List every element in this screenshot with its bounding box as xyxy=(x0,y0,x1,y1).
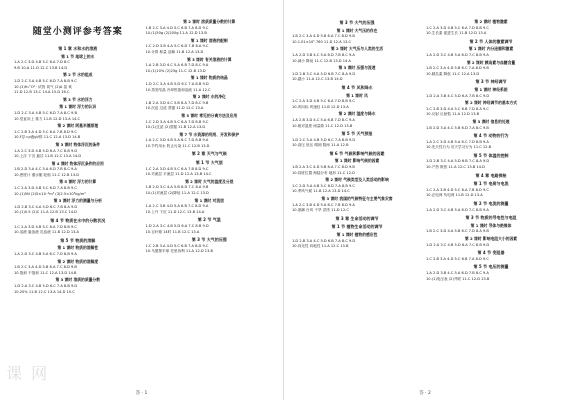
answer-line: 1.A 2.C 3.B 4.D 5.A 6.C 7.B 8.D 9.A xyxy=(292,202,355,207)
answer-line: 10.饱和 不饱和 11.C 12.A 13.D 14.B xyxy=(14,270,77,275)
answer-line: 10.马德堡半球 托里拆利 11.A 12.D 13.B xyxy=(145,249,213,254)
answer-line: 1.B 2.C 3.A 4.D 5.B 6.C 7.A 8.D 9.B xyxy=(426,66,489,71)
section-heading: 第 3 节 物质的导电性与电阻 xyxy=(465,215,517,221)
answer-line: 10.相对湿度 雨量筒 11.C 12.D 13.B xyxy=(292,123,353,128)
section-heading: 第 3 节 神经调节 xyxy=(475,79,507,85)
answer-line: 10.(1)50g (2)200g 11.A 12.D 13.B xyxy=(145,31,207,36)
answer-line: 1.A 2.D 3.C 4.B 5.A 6.D 7.C 8.B 9.A xyxy=(426,207,489,212)
answer-line: 10.纬度位置 海陆分布 地形 11.C 12.D xyxy=(292,170,355,175)
lesson-heading: 第 2 课时 影响电阻大小的因素 xyxy=(464,236,518,241)
right-page-column-1 xyxy=(292,18,422,386)
answer-line: 1.B 2.D 3.A 4.C 5.A 6.D 7.B 8.C 9.A xyxy=(14,167,77,172)
section-heading: 第 4 节 变阻器 xyxy=(477,250,505,256)
answer-line: 1.D 2.A 3.B 4.C 5.D 6.A 7.B 8.C 9.D xyxy=(426,93,490,98)
section-heading: 第 5 节 体温的控制 xyxy=(473,152,509,158)
answer-line: 10.对流层 平流层 11.D 12.A 13.B 14.C xyxy=(145,172,212,177)
answer-line: 1.A 2.D 3.C 4.B 5.A 6.C 7.D 8.B 9.A xyxy=(14,252,77,256)
lesson-heading: 第 1 课时 物质的溶解性 xyxy=(57,245,99,251)
lesson-heading: 第 1 课时 内分泌腺和激素 xyxy=(468,46,514,52)
answer-line: 10.产热 散热 11.A 12.C 13.B 14.D xyxy=(426,165,485,170)
section-heading: 第 2 节 气温 xyxy=(197,217,221,223)
answer-line: 1.C 2.A 3.D 4.B 5.C 6.A 7.D 8.B 9.C xyxy=(426,25,489,30)
answer-line: 1.D 2.B 3.C 4.A 5.D 6.B 7.C 8.A 9.D xyxy=(292,71,356,76)
answer-line: 1.A 2.C 3.B 4.D 5.A 6.B 7.C 8.D 9.A xyxy=(145,204,209,209)
answer-line: 10.风向标 风速仪 11.B 12.D 13.A xyxy=(292,104,349,109)
answer-line: 1.C 2.B 3.A 4.D 5.C 6.B 7.A 8.D 9.C xyxy=(145,243,209,248)
answer-line: 1.B 2.D 3.C 4.A 5.B 6.D 7.C 8.A 9.B xyxy=(145,185,209,190)
answer-line: 1.A 2.D 3.B 4.C 5.A 6.D 7.B 8.C 9.A xyxy=(426,270,489,275)
answer-line: 1.A 2.C 3.D 4.B 5.A 6.C 7.D 8.B 9.A xyxy=(145,138,209,143)
answer-line: 10.沉淀 过滤 蒸馏 11.D 12.C 13.A xyxy=(145,106,204,111)
answer-line: 1.C 2.B 3.A 4.D 5.C 6.B 7.A 8.D 9.C xyxy=(426,256,489,261)
section-heading: 第 5 节 天气预报 xyxy=(341,131,373,137)
answer-line: 1.A 2.D 3.C 4.B 5.A 6.D 7.C 8.B 9.A xyxy=(426,52,489,57)
answer-line: 1.B 2.A 3.C 4.D 5.B 6.A 7.C 8.D 9.B xyxy=(292,165,355,170)
answer-line: 1.A 2.C 3.D 4.B 5.A 6.C 7.D 8.B 9.A xyxy=(426,139,489,144)
section-heading: 第 5 节 物质的溶解 xyxy=(60,237,96,243)
page-number-left: 答 · 1 xyxy=(135,391,148,396)
page-number-right: 答 · 2 xyxy=(419,391,431,396)
answer-line: 10.竖直向上 重力 11.B 12.D 13.A 14.C xyxy=(14,116,81,121)
lesson-heading: 第 3 课时 有关溶液的计算 xyxy=(186,56,232,62)
lesson-heading: 第 1 课时 溶液的配制 xyxy=(190,37,228,43)
answer-line: 1.D 2.B 3.C 4.A 5.D 6.C 7.B 8.A 9.D xyxy=(14,204,78,209)
answer-line: 10.胰岛素 降低 11.C 12.A 13.D xyxy=(426,71,480,76)
answer-line: 1.D 2.B 3.C 4.A 5.D 6.B 7.C 8.A 9.D xyxy=(426,159,490,164)
answer-line: 1.D 2.A 3.C 4.B 5.D 6.A 7.C 8.B 9.D xyxy=(145,224,209,228)
lesson-heading: 第 2 课时 水的净化 xyxy=(192,94,226,100)
section-heading: 第 6 节 气候和影响气候的因素 xyxy=(329,150,385,156)
lesson-heading: 第 1 课时 浮力的认识 xyxy=(59,104,97,110)
answer-line: 10.(1)过滤 (2)蒸馏 11.B 12.A 13.D xyxy=(145,125,206,130)
answer-line: 1.D 2.C 3.A 4.B 5.C 6.D 7.A 8.C 9.B xyxy=(14,110,77,115)
answer-line: 1.C 2.A 3.D 4.B 5.C 6.D 7.A 8.B 9.C xyxy=(14,186,77,191)
answer-line: 10.(1)对流层 (2)降低 11.A 12.C 13.D xyxy=(145,191,209,196)
lesson-heading: 第 3 课时 常见的分离方法及应用 xyxy=(181,112,238,118)
answer-line: 1.C 2.D 3.B 4.A 5.C 6.D 7.B 8.A 9.C xyxy=(145,44,209,49)
answer-line: 1.B 2.C 3.A 4.D 5.B 6.A 7.C 8.D 9.B xyxy=(14,265,77,270)
answer-line: 1.A 2.B 3.D 4.C 5.A 6.B 7.D 8.C 9.A xyxy=(292,117,355,122)
section-heading: 第 3 节 大气的压强 xyxy=(339,20,375,25)
section-heading: 第 3 章 生命活动的调节 xyxy=(335,215,379,221)
answer-line: 1.C 2.A 3.D 4.B 5.C 6.A 7.D 8.B 9.C xyxy=(292,99,355,104)
lesson-heading: 第 1 课时 神经系统 xyxy=(474,86,508,92)
lesson-heading: 第 1 课时 大气压的存在 xyxy=(336,27,378,33)
answer-line: 10.向光性 向地性 11.A 12.C 13.B xyxy=(292,244,349,249)
answer-line: 1.C 2.D 3.A 4.B 5.C 6.D 7.A 8.B 9.C xyxy=(292,183,355,188)
section-heading: 第 3 节 大气的压强 xyxy=(191,237,227,243)
section-heading: 第 2 章 天气与气候 xyxy=(191,151,227,157)
answer-line: 10.反射 反射弧 11.A 12.D 13.B xyxy=(426,112,480,117)
answer-line: 1.C 2.A 3.D 4.B 5.C 6.A 7.B 8.D 9.C xyxy=(145,166,209,171)
section-heading: 第 4 节 物质在水中的分散状况 xyxy=(50,218,106,224)
answer-line: 11.D 12.B 13.C 14.A 15.D 16.C xyxy=(14,90,70,95)
answer-line: 1.B 2.C 3.A 4.D 5.C 6.B 7.A 8.D 9.C xyxy=(145,25,209,30)
answer-line: 1.C 2.B 3.D 4.A 5.C 6.B 7.D 8.A 9.C xyxy=(426,106,489,111)
section-heading: 第 2 节 人体的激素调节 xyxy=(469,38,513,44)
lesson-heading: 第 3 节 水的浮力 xyxy=(63,96,93,102)
answer-line: 1.D 2.C 3.A 4.B 5.D 6.C 7.A 8.B 9.D xyxy=(145,81,209,86)
answer-line: 1.B 2.C 3.D 4.A 5.B 6.C 7.D 8.A 9.B xyxy=(426,229,489,234)
answer-line: 1.D 2.B 3.A 4.C 5.D 6.B 7.A 8.C 9.D xyxy=(292,238,356,243)
answer-line: 1.A 2.C 3.D 4.B 5.D 6.A 7.C 8.B 9.D xyxy=(14,148,78,153)
answer-line: 10.F浮=ρ液gV排 11.C 12.A 13.D 14.B xyxy=(14,135,81,140)
lesson-heading: 第 2 课时 湿度与降水 xyxy=(338,111,376,117)
answer-line: 10.百叶箱 14时 11.B 12.C 13.A xyxy=(145,229,200,234)
lesson-heading: 第 3 课时 物体浮沉的条件 xyxy=(55,141,101,147)
answer-line: 10.减小 降低 11.C 12.B 13.D 14.A xyxy=(292,58,351,63)
answer-line: 9.B 10.A 11.D 12.C 13.B 14.D xyxy=(14,65,68,70)
lesson-heading: 第 1 课时 对流层 xyxy=(194,197,224,203)
answer-line: 10.(1)H₂⁺O²⁻ 试管 氧气 (2)A 氢 氧 xyxy=(14,84,72,89)
lesson-heading: 第 7 节 水资源的利用、开发和保护 xyxy=(179,131,240,137)
document-title: 随堂小测评参考答案 xyxy=(32,27,123,37)
section-heading: 第 5 节 电压的测量 xyxy=(473,264,509,270)
right-page-column-2 xyxy=(426,18,556,386)
lesson-heading: 第 2 课时 大气压与人类的生活 xyxy=(330,46,384,52)
answer-line: 10.生长素 促进生长 11.B 12.D 13.A xyxy=(426,31,487,36)
answer-line: 1.D 2.A 3.C 4.B 5.D 6.A 7.C 8.B 9.D xyxy=(426,242,490,247)
answer-line: 10.(1)5N (2)5×10⁻⁴m³ (3)2.5×10³kg/m³ xyxy=(14,191,86,196)
answer-line: 1.B 2.D 3.A 4.C 5.B 6.D 7.A 8.C 9.B xyxy=(426,125,489,130)
answer-line: 10.上浮 下沉 悬浮 11.B 12.C 13.A 14.D xyxy=(14,154,82,159)
answer-line: 1.A 2.D 3.B 4.C 5.A 6.D 7.B 8.C 9.A xyxy=(292,52,355,57)
left-page-column-2 xyxy=(146,18,274,386)
lesson-heading: 第 1 课时 物质的结晶 xyxy=(190,75,228,81)
lesson-heading: 第 2 课时 物质的溶解度 xyxy=(57,258,99,264)
answer-line: 10.高压 低压 晴朗 阴雨 11.A 12.B xyxy=(292,143,349,148)
answer-line: 1.D 2.C 3.A 4.B 5.C 6.D 7.A 8.B 9.C xyxy=(14,78,77,83)
answer-line: 10.越小 11.A 12.C 13.B 14.D xyxy=(292,77,343,82)
answer-line: 10.(1)10% (2)25g 11.C 12.B 13.D xyxy=(145,68,206,73)
answer-line: 1.A 2.C 3.D 4.B 5.C 6.A 7.D 8.C xyxy=(14,60,70,65)
answer-line: 10.正电荷 负电荷 11.B 12.D 13.A xyxy=(426,193,483,198)
section-heading: 第 4 节 风和降水 xyxy=(341,84,373,90)
answer-line: 1.C 2.D 3.A 4.B 5.C 6.A 7.D 8.B 9.C xyxy=(145,119,209,124)
answer-line: 10.密度计 潜水艇 轮船 11.C 12.B 13.D xyxy=(14,172,80,177)
answer-line: 10.(1)0.5 (2)C 11.A 12.B 13.C 14.D xyxy=(14,210,77,215)
right-page xyxy=(283,0,566,400)
section-heading: 第 1 节 电荷与电流 xyxy=(473,181,509,187)
section-heading: 第 1 章 水和水的溶液 xyxy=(58,46,98,51)
lesson-heading: 第 3 课时 压强与流速 xyxy=(338,65,376,71)
lesson-heading: 第 1 课时 植物的感应性 xyxy=(336,232,378,237)
section-heading: 第 4 节 动物的行为 xyxy=(473,133,509,139)
lesson-heading: 第 2 课时 溶质质量分数的计算 xyxy=(183,19,236,24)
lesson-heading: 第 1 节 地球上的水 xyxy=(61,53,95,59)
section-heading: 第 4 章 电路探秘 xyxy=(475,172,507,178)
lesson-heading: 第 2 课时 大气的温度及分层 xyxy=(185,178,234,184)
answer-line: 10.先天性行为 后天学习行为 11.C 12.B xyxy=(426,145,492,150)
answer-line: 10.计算 称量 溶解 11.B 12.A 13.D xyxy=(145,49,204,54)
lesson-heading: 第 3 课时 浮力的测量与分析 xyxy=(53,198,102,204)
lesson-heading: 第 3 课时 溶质的质量分数 xyxy=(55,277,101,283)
lesson-heading: 第 2 课时 神经调节的基本方式 xyxy=(464,100,518,106)
lesson-heading: 第 2 节 水的组成 xyxy=(63,72,93,78)
lesson-heading: 第 1 课时 风 xyxy=(346,92,368,98)
answer-line: 10.节约用水 防止污染 11.C 12.B 13.D xyxy=(145,143,210,148)
answer-line: 1.C 2.B 3.A 4.D 5.C 6.A 7.B 8.D 9.C xyxy=(14,129,77,134)
answer-line: 1.A 2.B 3.D 4.C 5.A 6.B 7.D 8.C 9.A xyxy=(145,63,209,68)
answer-line: 1.D 2.C 3.A 4.B 5.D 6.C 7.A 8.B 9.D xyxy=(292,137,356,142)
answer-line: 10.溶液 悬浊液 乳浊液 11.B 12.D 13.A xyxy=(14,230,80,235)
answer-line: 1.B 2.A 3.D 4.C 5.B 6.A 7.D 8.C 9.B xyxy=(145,100,209,105)
lesson-heading: 第 2 课时 阿基米德原理 xyxy=(57,123,99,129)
lesson-heading: 第 1 课时 影响气候的因素 xyxy=(334,158,380,164)
answer-line: 1.B 2.C 3.A 4.D 5.B 6.A 7.C 8.D 9.B xyxy=(292,34,355,39)
lesson-heading: 第 2 课时 胰岛素与血糖含量 xyxy=(466,59,516,65)
section-heading: 第 2 节 电流的测量 xyxy=(473,201,509,207)
lesson-heading: 第 2 课时 植物激素 xyxy=(474,19,508,24)
section-heading: 第 1 节 植物生命活动的调节 xyxy=(331,224,383,230)
answer-line: 1.D 2.A 3.C 4.B 5.D 6.C 7.A 8.B 9.D xyxy=(14,283,78,288)
lesson-heading: 第 3 课时 信息的处理 xyxy=(472,118,510,124)
lesson-heading: 第 1 课时 导体与绝缘体 xyxy=(470,222,512,228)
lesson-heading: 第 3 课时 我国的气候特征与主要气象灾害 xyxy=(321,196,393,202)
lesson-heading: 第 5 课时 浮力的计算 xyxy=(59,179,97,185)
lesson-heading: 第 4 课时 物体浮沉条件的应用 xyxy=(51,160,104,166)
answer-line: 1.C 2.A 3.B 4.D 5.C 6.A 7.B 8.D 9.C xyxy=(426,187,489,192)
answer-line: 10.1.01×10⁵ 760 11.D 12.A 13.C xyxy=(292,39,352,44)
answer-line: 10.上升 下沉 11.D 12.C 13.B 14.A xyxy=(145,209,205,214)
watermark-logo: 课 网 xyxy=(6,364,50,383)
left-page-column-1 xyxy=(14,18,142,386)
answer-line: 1.C 2.A 3.D 4.B 5.C 6.A 7.D 8.B 9.C xyxy=(14,224,77,229)
answer-line: 10.20% 11.B 12.C 13.A 14.D 15.C xyxy=(14,289,75,294)
answer-line: 10.蒸发结晶 冷却热饱和溶液 11.A 12.C xyxy=(145,87,211,92)
section-heading: 第 1 节 大气层 xyxy=(195,160,223,166)
answer-line: 10.寒潮 台风 干旱 洪涝 11.D 12.C xyxy=(292,208,349,213)
answer-line: 10.季风气候 11.B 12.A 13.D 14.C xyxy=(292,189,350,194)
answer-line: 10.(1)电压表 (2)并联 11.C 12.D 13.B xyxy=(426,276,490,281)
lesson-heading: 第 2 课时 气候类型及人类活动的影响 xyxy=(325,177,389,183)
